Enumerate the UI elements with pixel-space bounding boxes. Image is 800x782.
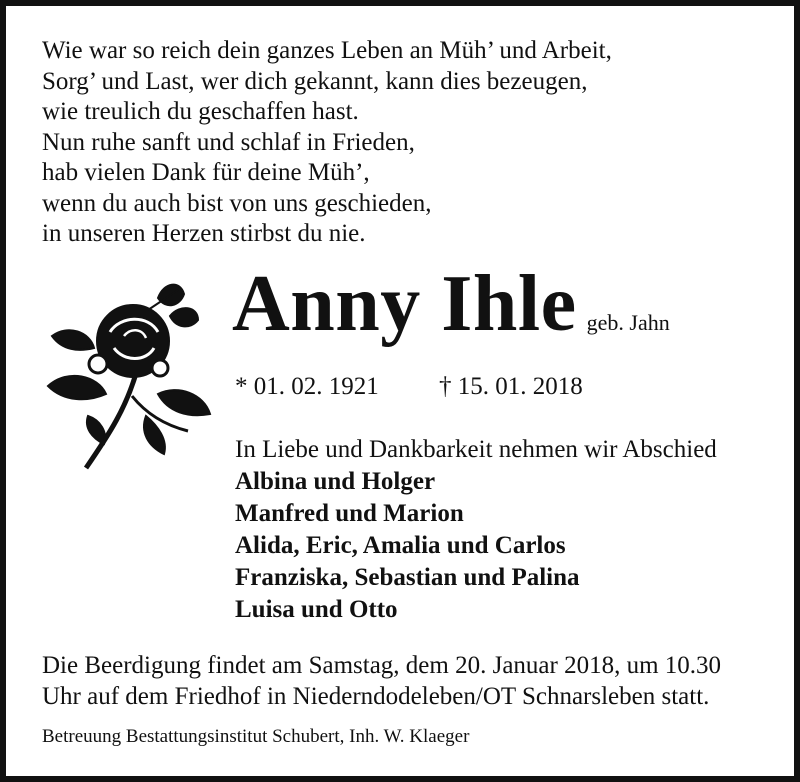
farewell-intro: In Liebe und Dankbarkeit nehmen wir Abschied bbox=[235, 436, 717, 463]
mourner-names: Alida, Eric, Amalia und Carlos bbox=[235, 532, 566, 559]
funeral-home-credit: Betreuung Bestattungsinstitut Schubert, Inh. W. Klaeger bbox=[42, 726, 470, 747]
death-date: † 15. 01. 2018 bbox=[439, 373, 583, 400]
poem-line: Sorg’ und Last, wer dich gekannt, kann dies bezeugen, bbox=[42, 67, 588, 95]
funeral-line: Uhr auf dem Friedhof in Niederndodeleben/OT Schnarsleben statt. bbox=[42, 683, 710, 710]
rose-icon bbox=[28, 276, 218, 476]
poem-line: Wie war so reich dein ganzes Leben an Müh’ und Arbeit, bbox=[42, 37, 612, 64]
mourner-names: Albina und Holger bbox=[235, 468, 436, 495]
poem-line: hab vielen Dank für deine Müh’, bbox=[42, 159, 370, 186]
mourners-block bbox=[235, 434, 717, 626]
life-dates bbox=[235, 373, 583, 401]
memorial-poem bbox=[42, 36, 742, 250]
poem-line: Nun ruhe sanft und schlaf in Frieden, bbox=[42, 128, 415, 156]
funeral-line: Die Beerdigung findet am Samstag, dem 20. Januar 2018, um 10.30 bbox=[42, 652, 722, 679]
mourner-names: Franziska, Sebastian und Palina bbox=[235, 564, 580, 591]
poem-line: wenn du auch bist von uns geschieden, bbox=[42, 189, 432, 217]
birth-date: * 01. 02. 1921 bbox=[235, 373, 379, 400]
funeral-notice bbox=[42, 650, 721, 712]
poem-line: in unseren Herzen stirbst du nie. bbox=[42, 220, 366, 247]
mourner-names: Luisa und Otto bbox=[235, 596, 398, 623]
deceased-name: Anny Ihle bbox=[232, 260, 577, 348]
mourner-names: Manfred und Marion bbox=[235, 500, 464, 527]
birth-name: geb. Jahn bbox=[586, 310, 670, 335]
name-row bbox=[232, 260, 670, 348]
poem-line: wie treulich du geschaffen hast. bbox=[42, 98, 359, 125]
